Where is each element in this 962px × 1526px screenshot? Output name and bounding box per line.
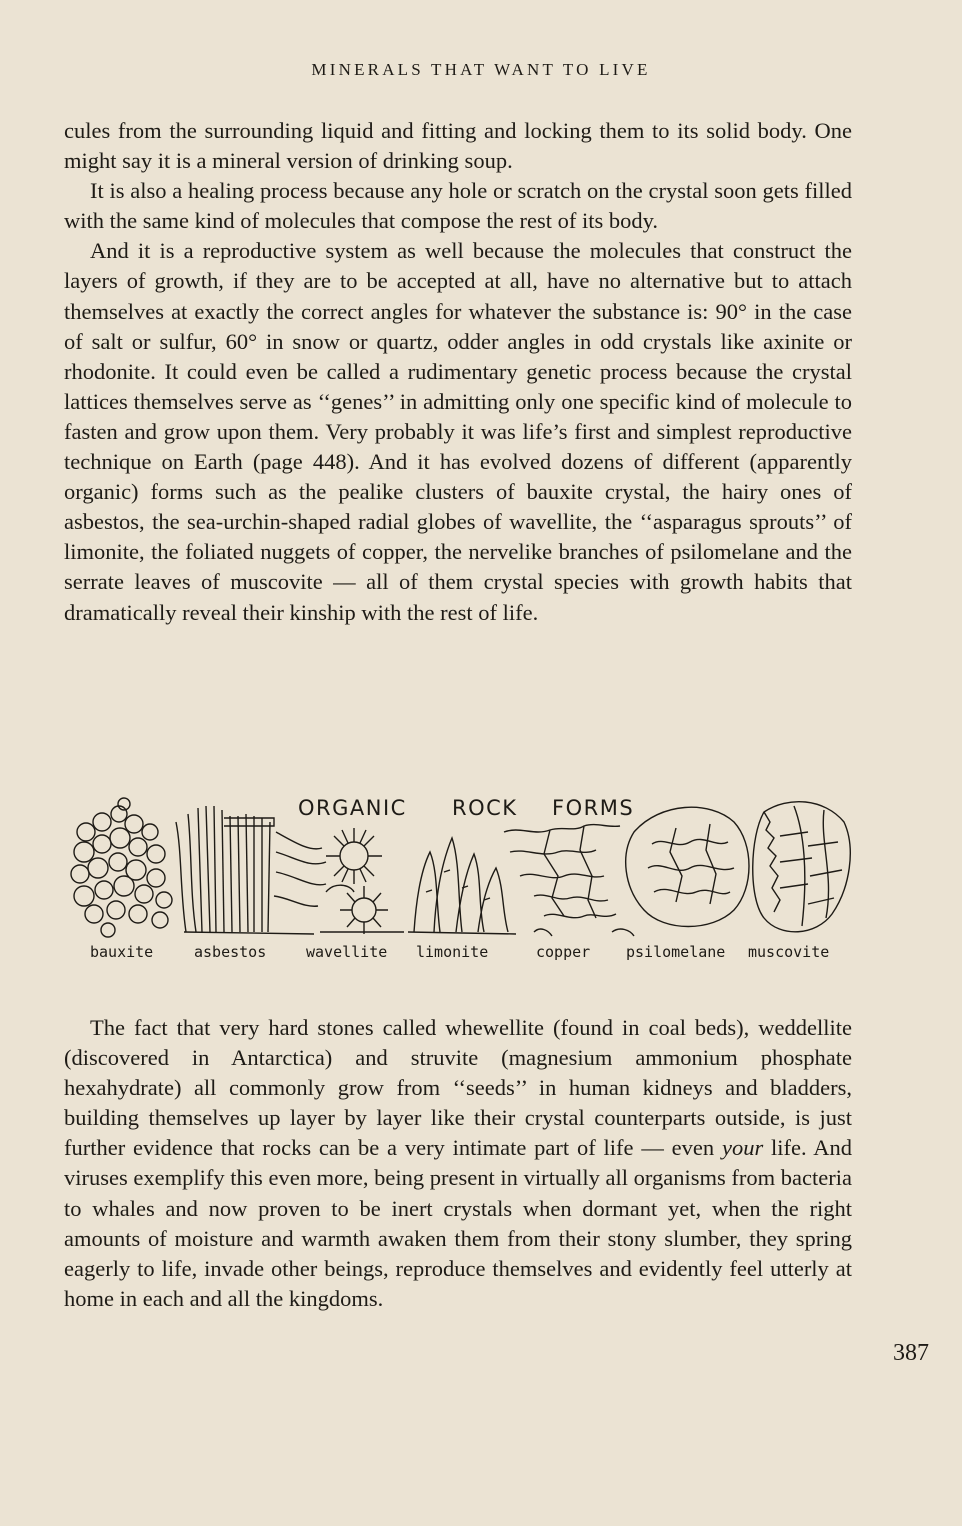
paragraph-1: cules from the surrounding liquid and fitting and locking them to its solid body. One might say it is a mineral version of drinking soup. xyxy=(64,118,852,174)
copper-drawing xyxy=(504,825,634,936)
label-copper: copper xyxy=(536,943,591,961)
paragraph-4-part-2: life. And viruses exemplify this even more, being present in virtually all organisms from bacteria to whales and now proven to be inert crystals when dormant yet, when the right amounts of moisture and warmth awaken them from their stony slumber, they spring eagerly to life, invade other beings, reproduce themselves and evidently feel utterly at home in each and all the kingdoms. xyxy=(64,1135,852,1311)
muscovite-drawing xyxy=(753,802,851,932)
label-bauxite: bauxite xyxy=(90,943,154,961)
label-limonite: limonite xyxy=(416,943,489,961)
asbestos-drawing xyxy=(176,806,326,934)
paragraph-2: It is also a healing process because any hole or scratch on the crystal soon gets filled with the same kind of molecules that compose the rest of its body. xyxy=(64,178,852,234)
label-psilomelane: psilomelane xyxy=(626,943,726,961)
figure-title-forms: FORMS xyxy=(552,796,635,820)
page-number: 387 xyxy=(893,1340,929,1366)
label-wavellite: wavellite xyxy=(306,943,388,961)
limonite-drawing xyxy=(408,838,516,934)
paragraph-4-part-1: The fact that very hard stones called whewellite (found in coal beds), weddellite (discovered in Antarctica) and struvite (magnesium ammonium phosphate hexahydrate) all commonly grow from ‘‘seeds’’ in human kidneys and bladders, building themselves up layer by layer like their crystal counterparts outside, is just further evidence that rocks can be a very intimate part of life — even xyxy=(64,1015,852,1161)
text-block-upper xyxy=(64,116,852,628)
organic-rock-forms-illustration xyxy=(64,792,856,970)
figure-title-organic: ORGANIC xyxy=(298,796,407,820)
figure-title-rock: ROCK xyxy=(452,796,518,820)
label-asbestos: asbestos xyxy=(194,943,267,961)
text-block-lower xyxy=(64,1013,852,1314)
wavellite-drawing xyxy=(320,828,404,934)
psilomelane-drawing xyxy=(626,807,749,926)
bauxite-drawing xyxy=(71,798,172,937)
running-head: MINERALS THAT WANT TO LIVE xyxy=(311,60,651,79)
paragraph-4 xyxy=(64,1013,852,1314)
paragraph-4-emphasis: your xyxy=(721,1135,764,1161)
label-muscovite: muscovite xyxy=(748,943,830,961)
paragraph-3: And it is a reproductive system as well because the molecules that construct the layers of growth, if they are to be accepted at all, have no alternative but to attach themselves at exactly the correct angles for whatever the substance is: 90° in the case of salt or sulfur, 60° in snow or quartz, odder angles in odd crystals like axinite or rhodonite. It could even be called a rudimentary genetic process because the crystal lattices themselves serve as ‘‘genes’’ in admitting only one specific kind of molecule to fasten and grow upon them. Very probably it was life’s first and simplest reproductive technique on Earth (page 448). And it has evolved dozens of different (apparently organic) forms such as the pealike clusters of bauxite crystal, the hairy ones of asbestos, the sea-urchin-shaped radial globes of wavellite, the ‘‘asparagus sprouts’’ of limonite, the foliated nuggets of copper, the nervelike branches of psilomelane and the serrate leaves of muscovite — all of them crystal species with growth habits that dramatically reveal their kinship with the rest of life. xyxy=(64,238,852,625)
